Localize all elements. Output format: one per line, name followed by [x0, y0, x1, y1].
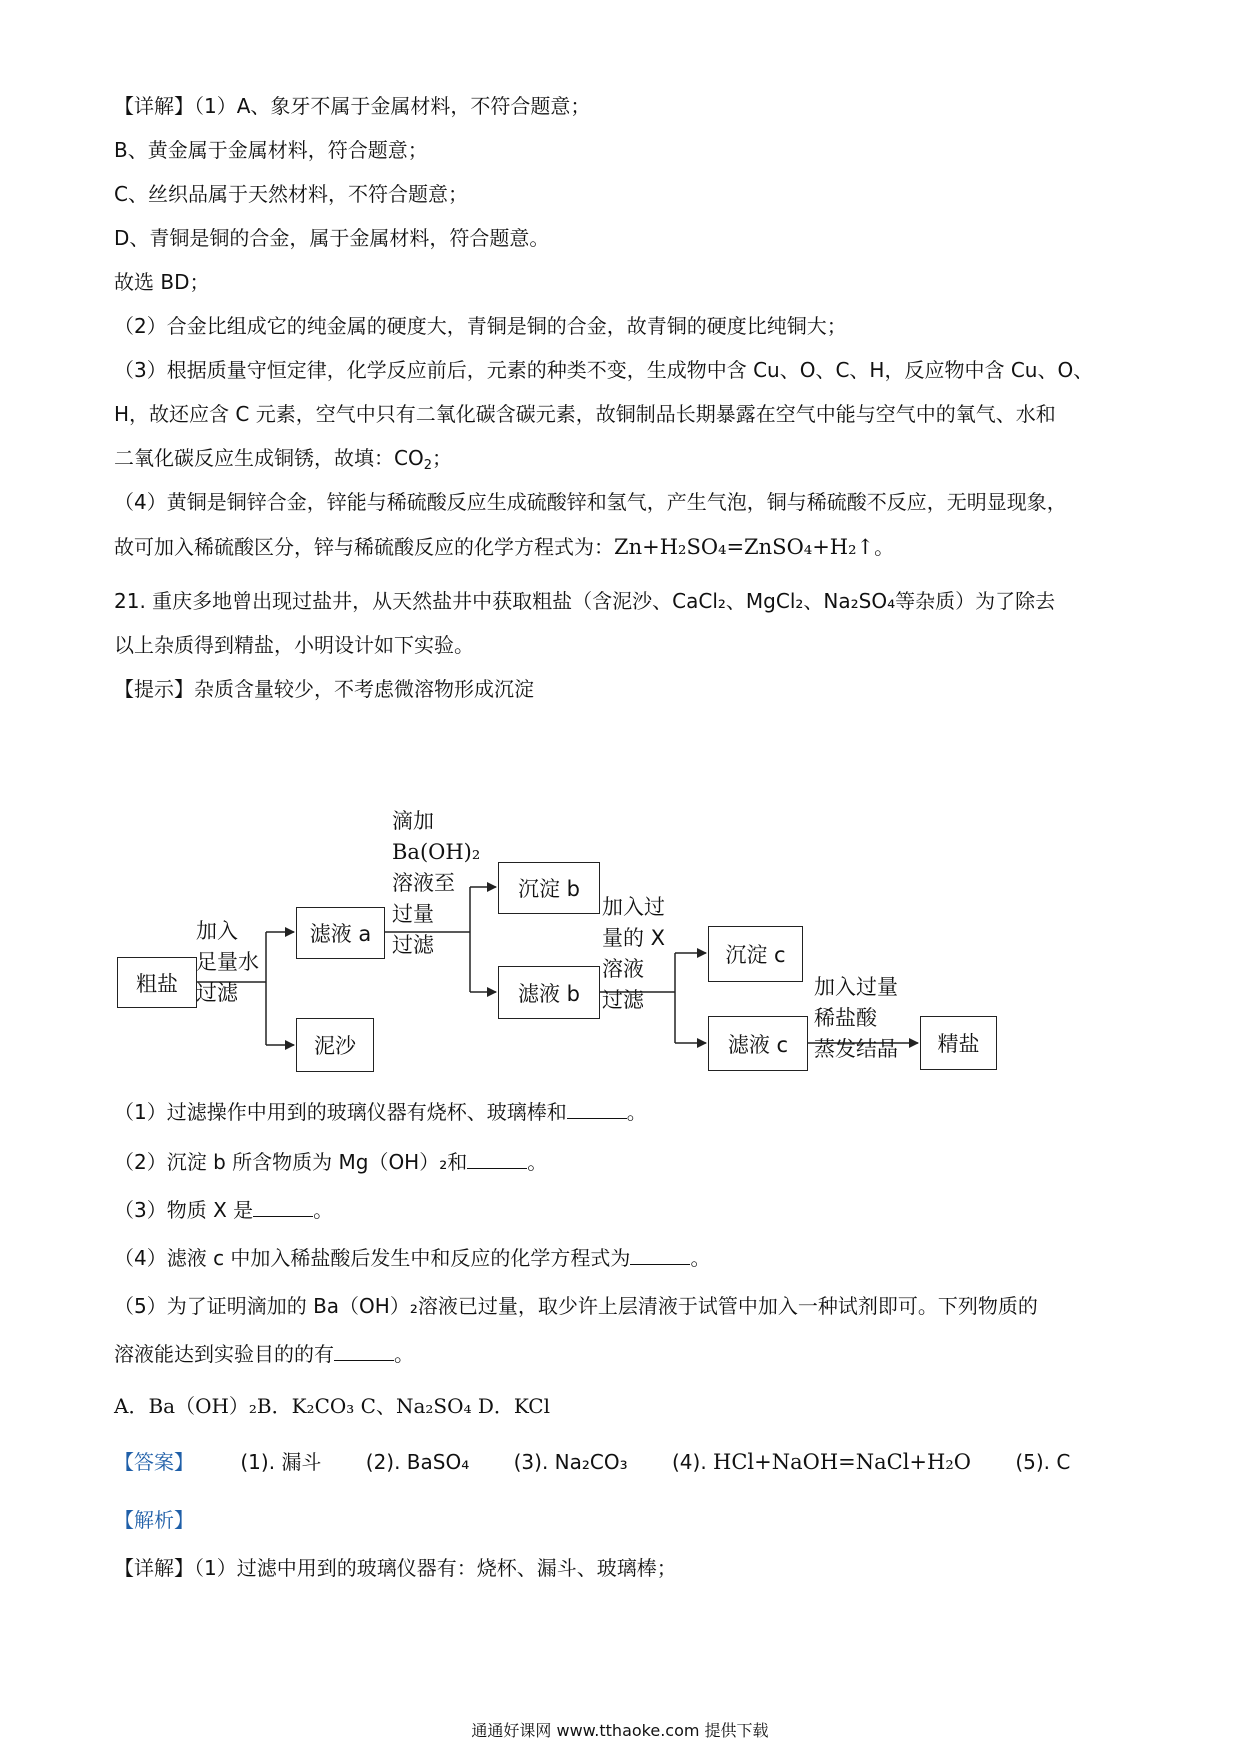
text-line: （2）合金比组成它的纯金属的硬度大，青铜是铜的合金，故青铜的硬度比纯铜大； — [114, 314, 847, 338]
step1-label — [196, 916, 259, 1009]
box-precipitate-c: 沉淀 c — [708, 926, 803, 982]
answer-blank — [467, 1150, 527, 1169]
text-segment: ； — [432, 446, 452, 470]
hint: 【提示】杂质含量较少，不考虑微溶物形成沉淀 — [114, 677, 534, 701]
analysis-detail: 【详解】（1）过滤中用到的玻璃仪器有：烧杯、漏斗、玻璃棒； — [114, 1556, 677, 1580]
step-text: 滴加 — [392, 809, 434, 833]
text-line: B、黄金属于金属材料，符合题意； — [114, 138, 428, 162]
text-line: （3）根据质量守恒定律，化学反应前后，元素的种类不变，生成物中含 Cu、O、C、H，反应物中含 Cu、O、 — [114, 358, 1094, 382]
step3-label — [602, 892, 665, 1016]
sub-question-2 — [114, 1148, 547, 1176]
text-segment: 。 — [626, 1100, 647, 1124]
text-line: C、丝织品属于天然材料，不符合题意； — [114, 182, 468, 206]
options: A．Ba（OH）₂B．K₂CO₃ C、Na₂SO₄ D．KCl — [114, 1394, 551, 1418]
chemical-equation: HCl+NaOH=NaCl+H₂O — [713, 1450, 971, 1474]
box-filtrate-a: 滤液 a — [296, 907, 385, 959]
answer-blank — [334, 1342, 394, 1361]
text-segment: 。 — [874, 535, 895, 559]
answer-item: (4). — [671, 1450, 707, 1474]
page-footer: 通通好课网 www.tthaoke.com 提供下载 — [471, 1721, 769, 1740]
box-filtrate-b: 滤液 b — [498, 966, 600, 1019]
text-segment: 二氧化碳反应生成铜锈，故填：CO — [114, 446, 424, 470]
box-filtrate-c: 滤液 c — [708, 1016, 808, 1071]
text-line: 故选 BD； — [114, 270, 210, 294]
step-text: 加入过量 — [814, 975, 898, 999]
step-text: 蒸发结晶 — [814, 1037, 898, 1061]
text-segment: 。 — [394, 1342, 414, 1366]
chemical-equation: Zn+H₂SO₄=ZnSO₄+H₂↑ — [614, 535, 875, 559]
answer-blank — [567, 1100, 627, 1119]
step-text: 量的 X — [602, 926, 666, 950]
text-line: 【详解】（1）A、象牙不属于金属材料，不符合题意； — [114, 94, 591, 118]
step-text: 过量 — [392, 902, 434, 926]
text-segment: （2）沉淀 b 所含物质为 Mg（OH）₂和 — [114, 1150, 468, 1174]
sub-question-1 — [114, 1098, 647, 1126]
answer-item: (5). C — [1015, 1450, 1071, 1474]
analysis-label: 【解析】 — [114, 1508, 194, 1532]
box-refined-salt: 精盐 — [920, 1016, 997, 1070]
step4-label — [814, 972, 898, 1065]
step-text: 足量水 — [196, 950, 259, 974]
text-line: H，故还应含 C 元素，空气中只有二氧化碳含碳元素，故铜制品长期暴露在空气中能与空气中的氧气、水和 — [114, 402, 1056, 426]
box-crude-salt: 粗盐 — [117, 957, 197, 1008]
answer-item: (1). 漏斗 — [240, 1450, 322, 1474]
step-text: 过滤 — [392, 933, 434, 957]
subscript: 2 — [423, 458, 432, 473]
step-text: 稀盐酸 — [814, 1006, 877, 1030]
box-mud-sand: 泥沙 — [296, 1018, 374, 1072]
answer-item: (2). BaSO₄ — [365, 1450, 470, 1474]
text-segment: 。 — [690, 1246, 711, 1270]
question-21-stem: 21. 重庆多地曾出现过盐井，从天然盐井中获取粗盐（含泥沙、CaCl₂、MgCl₂、Na₂SO₄等杂质）为了除去 — [114, 589, 1056, 613]
answer-blank — [253, 1198, 313, 1217]
step-text: 加入过 — [602, 895, 665, 919]
answer-blank — [630, 1246, 690, 1265]
step2-label — [392, 806, 480, 961]
answer-line — [114, 1448, 1070, 1476]
step-text: 溶液至 — [392, 871, 455, 895]
step-text: 过滤 — [602, 988, 644, 1012]
answer-item: (3). Na₂CO₃ — [513, 1450, 628, 1474]
step-text: 加入 — [196, 919, 238, 943]
step-text: 溶液 — [602, 957, 644, 981]
text-segment: 故可加入稀硫酸区分，锌与稀硫酸反应的化学方程式为： — [114, 535, 614, 559]
text-line: （4）黄铜是铜锌合金，锌能与稀硫酸反应生成硫酸锌和氢气，产生气泡，铜与稀硫酸不反应，无明显现象， — [114, 490, 1067, 514]
text-line: D、青铜是铜的合金，属于金属材料，符合题意。 — [114, 226, 550, 250]
step-text: 过滤 — [196, 981, 238, 1005]
answer-label: 【答案】 — [114, 1450, 194, 1474]
text-segment: 溶液能达到实验目的的有 — [114, 1342, 334, 1366]
text-segment: 。 — [527, 1150, 548, 1174]
text-segment: （3）物质 X 是 — [114, 1198, 254, 1222]
question-21-stem: 以上杂质得到精盐，小明设计如下实验。 — [114, 633, 474, 657]
text-segment: 。 — [313, 1198, 334, 1222]
text-segment: （1）过滤操作中用到的玻璃仪器有烧杯、玻璃棒和 — [114, 1100, 567, 1124]
step-text: Ba(OH)₂ — [392, 840, 481, 864]
sub-question-5-cont — [114, 1340, 414, 1368]
box-precipitate-b: 沉淀 b — [498, 862, 600, 914]
sub-question-4 — [114, 1244, 710, 1272]
sub-question-5: （5）为了证明滴加的 Ba（OH）₂溶液已过量，取少许上层清液于试管中加入一种试剂即可。下列物质的 — [114, 1294, 1038, 1318]
text-segment: （4）滤液 c 中加入稀盐酸后发生中和反应的化学方程式为 — [114, 1246, 631, 1270]
sub-question-3 — [114, 1196, 333, 1224]
